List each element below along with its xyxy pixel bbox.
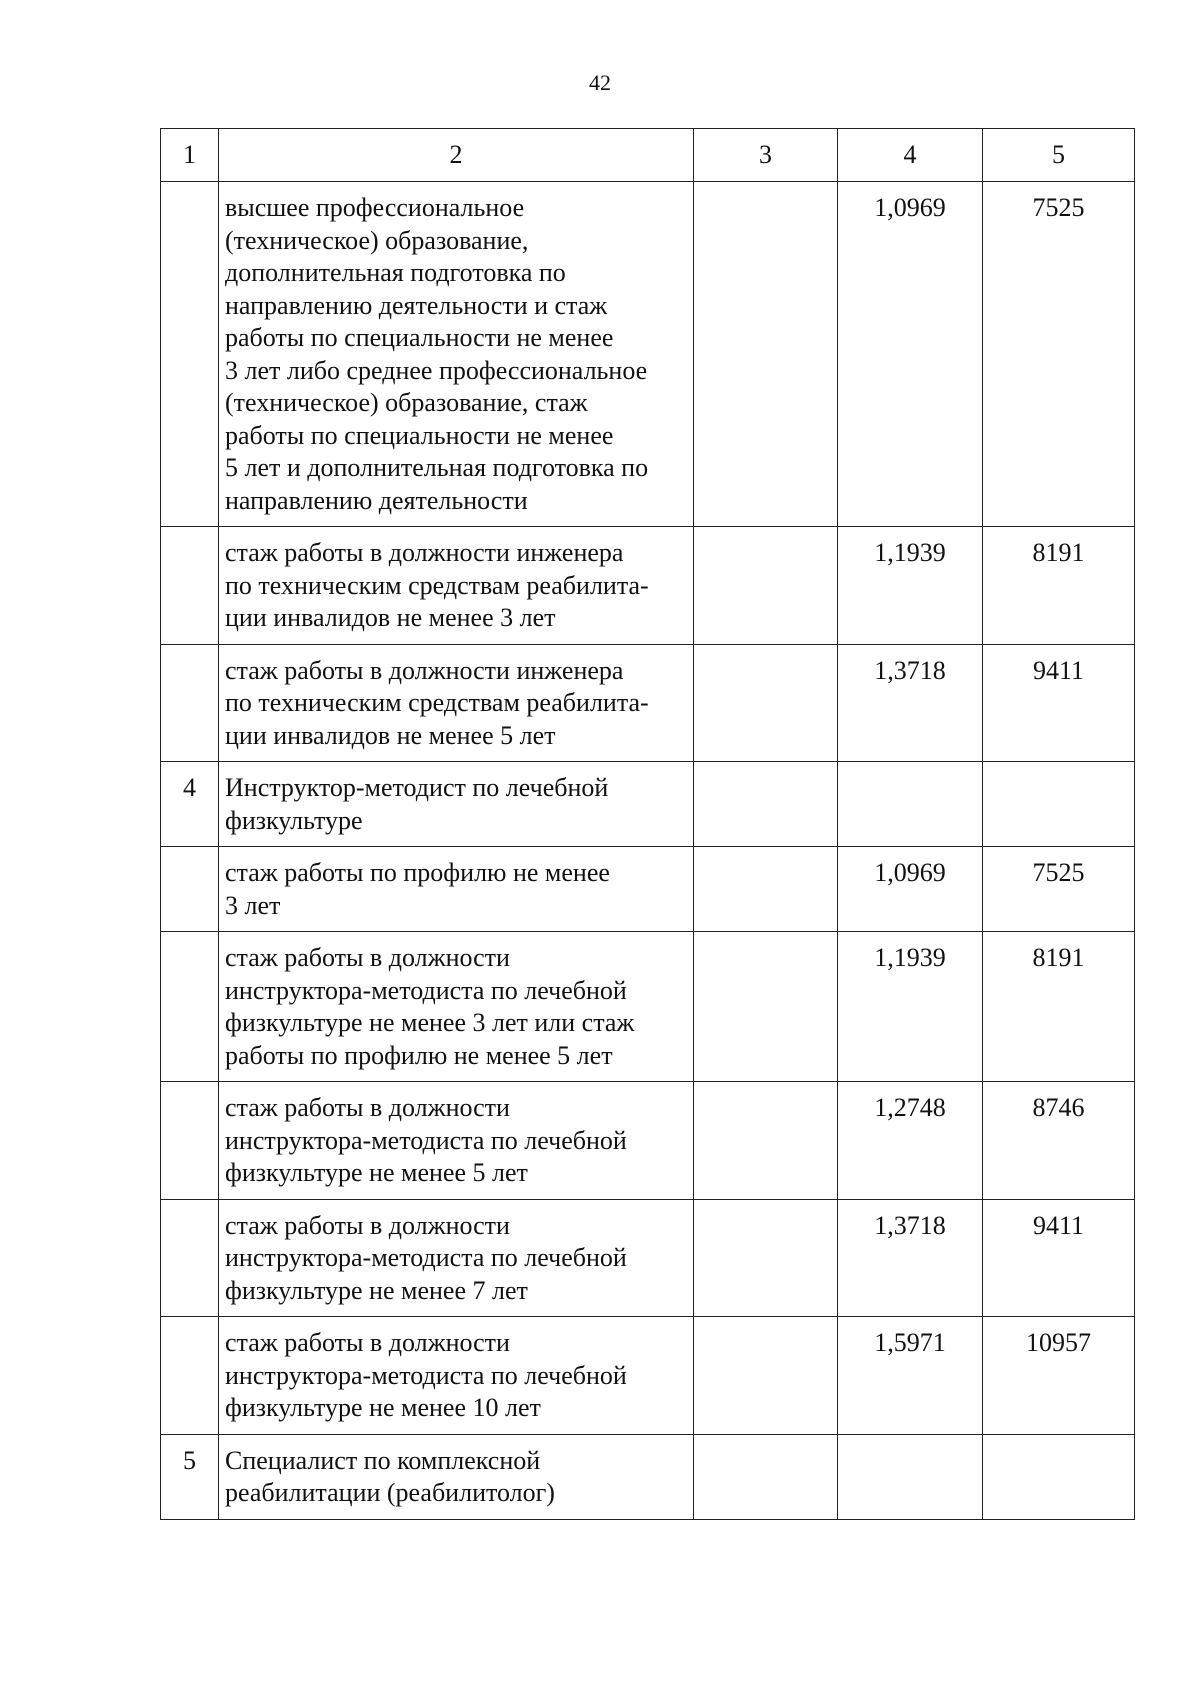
description-line: (техническое) образование, стаж xyxy=(225,388,588,417)
coefficient-cell xyxy=(838,1434,983,1519)
column-3-cell xyxy=(694,762,838,847)
coefficient-cell: 1,0969 xyxy=(838,182,983,527)
description-cell xyxy=(219,847,694,932)
description-line: дополнительная подготовка по xyxy=(225,258,566,287)
description-line: стаж работы в должности xyxy=(225,1093,510,1122)
column-3-cell xyxy=(694,847,838,932)
description-line: физкультуре не менее 5 лет xyxy=(225,1158,528,1187)
description-cell xyxy=(219,1317,694,1435)
coefficient-cell: 1,0969 xyxy=(838,847,983,932)
row-number-cell xyxy=(161,1199,219,1317)
column-3-cell xyxy=(694,182,838,527)
description-line: физкультуре xyxy=(225,805,363,835)
row-number-cell xyxy=(161,1082,219,1200)
description-cell xyxy=(219,1199,694,1317)
description-line: физкультуре не менее 7 лет xyxy=(225,1275,528,1305)
table-body xyxy=(161,129,1135,1520)
table-row xyxy=(161,932,1135,1082)
description-cell xyxy=(219,762,694,847)
description-line: по техническим средствам реабилита- xyxy=(225,570,649,600)
row-number-cell xyxy=(161,847,219,932)
table-row xyxy=(161,527,1135,645)
row-number-cell: 4 xyxy=(161,762,219,847)
row-number-cell xyxy=(161,932,219,1082)
description-cell xyxy=(219,182,694,527)
header-cell-1: 1 xyxy=(161,129,219,182)
table-row xyxy=(161,762,1135,847)
coefficient-cell xyxy=(838,762,983,847)
header-cell-2: 2 xyxy=(219,129,694,182)
coefficient-cell: 1,2748 xyxy=(838,1082,983,1200)
coefficient-cell: 1,1939 xyxy=(838,527,983,645)
description-line: стаж работы в должности инженера xyxy=(225,655,624,685)
column-3-cell xyxy=(694,527,838,645)
column-3-cell xyxy=(694,932,838,1082)
description-cell xyxy=(219,644,694,762)
description-line: (техническое) образование, xyxy=(225,225,529,255)
description-line: физкультуре не менее 3 лет или стаж xyxy=(225,1008,635,1037)
column-3-cell xyxy=(694,644,838,762)
header-cell-4: 4 xyxy=(838,129,983,182)
salary-cell xyxy=(983,1434,1135,1519)
table-row xyxy=(161,1199,1135,1317)
row-number-cell xyxy=(161,1317,219,1435)
salary-cell: 7525 xyxy=(983,847,1135,932)
description-line: инструктора-методиста по лечебной xyxy=(225,975,627,1005)
column-3-cell xyxy=(694,1082,838,1200)
salary-cell: 9411 xyxy=(983,1199,1135,1317)
description-cell xyxy=(219,932,694,1082)
description-line: 5 лет и дополнительная подготовка по xyxy=(225,453,649,482)
table-row xyxy=(161,1082,1135,1200)
description-line: Инструктор-методист по лечебной xyxy=(225,773,609,802)
table-header-row xyxy=(161,129,1135,182)
description-line: 3 лет xyxy=(225,890,281,920)
description-line: ции инвалидов не менее 5 лет xyxy=(225,720,556,750)
salary-cell: 10957 xyxy=(983,1317,1135,1435)
page-number: 42 xyxy=(589,70,611,95)
salary-cell: 9411 xyxy=(983,644,1135,762)
salary-cell: 7525 xyxy=(983,182,1135,527)
description-line: 3 лет либо среднее профессиональное xyxy=(225,355,648,385)
table-row xyxy=(161,1434,1135,1519)
description-line: Специалист по комплексной xyxy=(225,1445,541,1475)
salary-cell: 8746 xyxy=(983,1082,1135,1200)
description-line: направлению деятельности xyxy=(225,485,528,515)
description-line: инструктора-методиста по лечебной xyxy=(225,1243,627,1272)
row-number-cell xyxy=(161,182,219,527)
salary-cell xyxy=(983,762,1135,847)
coefficient-cell: 1,5971 xyxy=(838,1317,983,1435)
coefficient-cell: 1,3718 xyxy=(838,1199,983,1317)
table-row xyxy=(161,182,1135,527)
description-line: физкультуре не менее 10 лет xyxy=(225,1393,541,1422)
header-cell-5: 5 xyxy=(983,129,1135,182)
table-row xyxy=(161,644,1135,762)
description-line: ции инвалидов не менее 3 лет xyxy=(225,603,556,632)
salary-cell: 8191 xyxy=(983,527,1135,645)
description-line: по техническим средствам реабилита- xyxy=(225,688,649,717)
description-cell xyxy=(219,1434,694,1519)
row-number-cell: 5 xyxy=(161,1434,219,1519)
description-line: реабилитации (реабилитолог) xyxy=(225,1478,555,1507)
header-cell-3: 3 xyxy=(694,129,838,182)
table-row xyxy=(161,847,1135,932)
description-line: стаж работы по профилю не менее xyxy=(225,858,610,887)
column-3-cell xyxy=(694,1434,838,1519)
description-line: работы по профилю не менее 5 лет xyxy=(225,1040,613,1070)
description-line: работы по специальности не менее xyxy=(225,323,614,352)
description-line: стаж работы в должности xyxy=(225,943,510,972)
coefficient-cell: 1,1939 xyxy=(838,932,983,1082)
description-line: инструктора-методиста по лечебной xyxy=(225,1360,627,1390)
description-line: направлению деятельности и стаж xyxy=(225,290,608,320)
salary-cell: 8191 xyxy=(983,932,1135,1082)
column-3-cell xyxy=(694,1199,838,1317)
row-number-cell xyxy=(161,644,219,762)
description-line: стаж работы в должности инженера xyxy=(225,538,624,567)
table-row xyxy=(161,1317,1135,1435)
row-number-cell xyxy=(161,527,219,645)
description-cell xyxy=(219,1082,694,1200)
salary-table xyxy=(160,128,1135,1520)
description-line: стаж работы в должности xyxy=(225,1328,510,1357)
column-3-cell xyxy=(694,1317,838,1435)
coefficient-cell: 1,3718 xyxy=(838,644,983,762)
description-line: работы по специальности не менее xyxy=(225,420,614,450)
description-line: стаж работы в должности xyxy=(225,1210,510,1240)
description-cell xyxy=(219,527,694,645)
description-line: инструктора-методиста по лечебной xyxy=(225,1125,627,1155)
description-line: высшее профессиональное xyxy=(225,193,525,222)
